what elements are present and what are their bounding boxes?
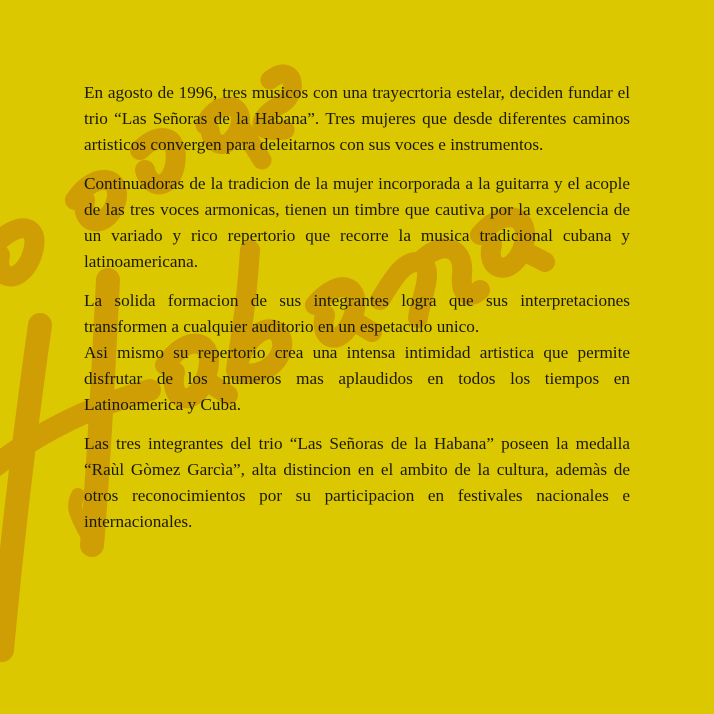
paragraph-3: La solida formacion de sus integrantes logra que sus interpretaciones transformen a cualquier auditorio en un espetaculo unico. (84, 291, 630, 336)
paragraph-4: Asi mismo su repertorio crea una intensa intimidad artistica que permite disfrutar de los numeros mas aplaudidos en todos los tiempos en Latinoamerica y Cuba. (84, 343, 630, 414)
body-text (84, 80, 630, 535)
paragraph-1: En agosto de 1996, tres musicos con una trayecrtoria estelar, deciden fundar el trio “Las Señoras de la Habana”. Tres mujeres que desde diferentes caminos artisticos convergen para deleitarnos con sus voces e instrumentos. (84, 83, 630, 154)
paragraph-2: Continuadoras de la tradicion de la mujer incorporada a la guitarra y el acople de las tres voces armonicas, tienen un timbre que cautiva por la excelencia de un variado y rico repertorio que recorre la musica tradicional cubana y latinoamericana. (84, 174, 630, 271)
paragraph-5: Las tres integrantes del trio “Las Señoras de la Habana” poseen la medalla “Raùl Gòmez Garcìa”, alta distincion en el ambito de la cultura, ademàs de otros reconocimientos por su participacion en festivales nacionales e internacionales. (84, 434, 630, 531)
